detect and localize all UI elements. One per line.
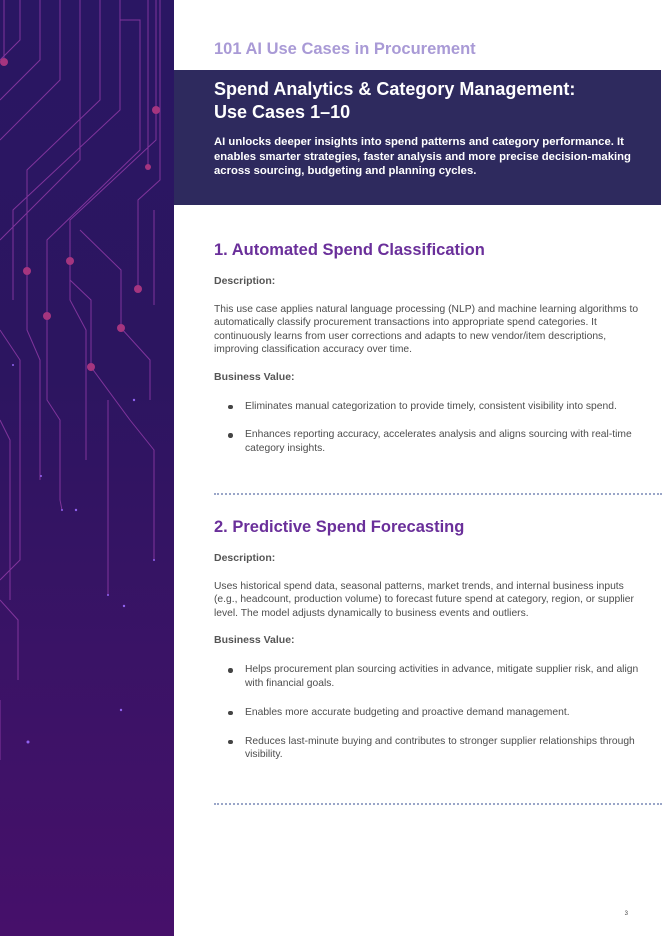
list-item: [214, 735, 640, 763]
section-divider: [214, 493, 662, 495]
document-series-label: 101 AI Use Cases in Procurement: [214, 40, 476, 58]
list-item-text: Reduces last-minute buying and contributes to stronger supplier relationships through visibility.: [245, 735, 635, 761]
bullet-icon: [228, 433, 233, 438]
list-item-text: Eliminates manual categorization to provide timely, consistent visibility into spend.: [245, 400, 617, 412]
use-case-section-1: [214, 240, 640, 471]
use-case-section-2: [214, 517, 640, 777]
list-item-text: Helps procurement plan sourcing activities in advance, mitigate supplier risk, and align with financial goals.: [245, 664, 639, 690]
description-label: Description:: [214, 275, 276, 287]
business-value-label: Business Value:: [214, 370, 295, 383]
section-title: 1. Automated Spend Classification: [214, 241, 485, 259]
list-item: [214, 400, 640, 414]
list-item: [214, 663, 640, 691]
page-number: 3: [624, 911, 628, 917]
hero-intro: AI unlocks deeper insights into spend patterns and category performance. It enables smarter strategies, faster analysis and more precise decision-making across sourcing, budgeting and planning cycles.: [214, 136, 631, 178]
description-label: Description:: [214, 552, 276, 564]
bullet-icon: [228, 668, 233, 673]
business-value-label: Business Value:: [214, 634, 295, 647]
section-divider: [214, 803, 662, 805]
hero-title-line-2: Use Cases 1–10: [214, 101, 351, 122]
bullet-icon: [228, 405, 233, 410]
circuit-pattern-graphic: [0, 0, 174, 936]
circuit-side-panel: [0, 0, 174, 936]
list-item: [214, 428, 640, 456]
description-text: Uses historical spend data, seasonal patterns, market trends, and internal business inputs (e.g., headcount, production volume) to forecast future spend at category, region, or supplier level. The model adjusts dynamically to business events and outliers.: [214, 581, 634, 619]
list-item-text: Enables more accurate budgeting and proactive demand management.: [245, 706, 570, 718]
section-title: 2. Predictive Spend Forecasting: [214, 518, 465, 536]
list-item-text: Enhances reporting accuracy, accelerates analysis and aligns sourcing with real-time category insights.: [245, 429, 632, 455]
hero-title-line-1: Spend Analytics & Category Management:: [214, 79, 576, 99]
description-text: This use case applies natural language processing (NLP) and machine learning algorithms to automatically classify procurement transactions into appropriate spend categories. It continuously learns from user corrections and adapts to new vendor/item descriptions, improving classification accuracy over time.: [214, 304, 639, 356]
business-value-list: [214, 400, 640, 456]
bullet-icon: [228, 740, 233, 745]
list-item: [214, 706, 640, 720]
bullet-icon: [228, 711, 233, 716]
hero-title: [214, 78, 637, 123]
business-value-list: [214, 663, 640, 762]
hero-banner: [174, 70, 661, 205]
